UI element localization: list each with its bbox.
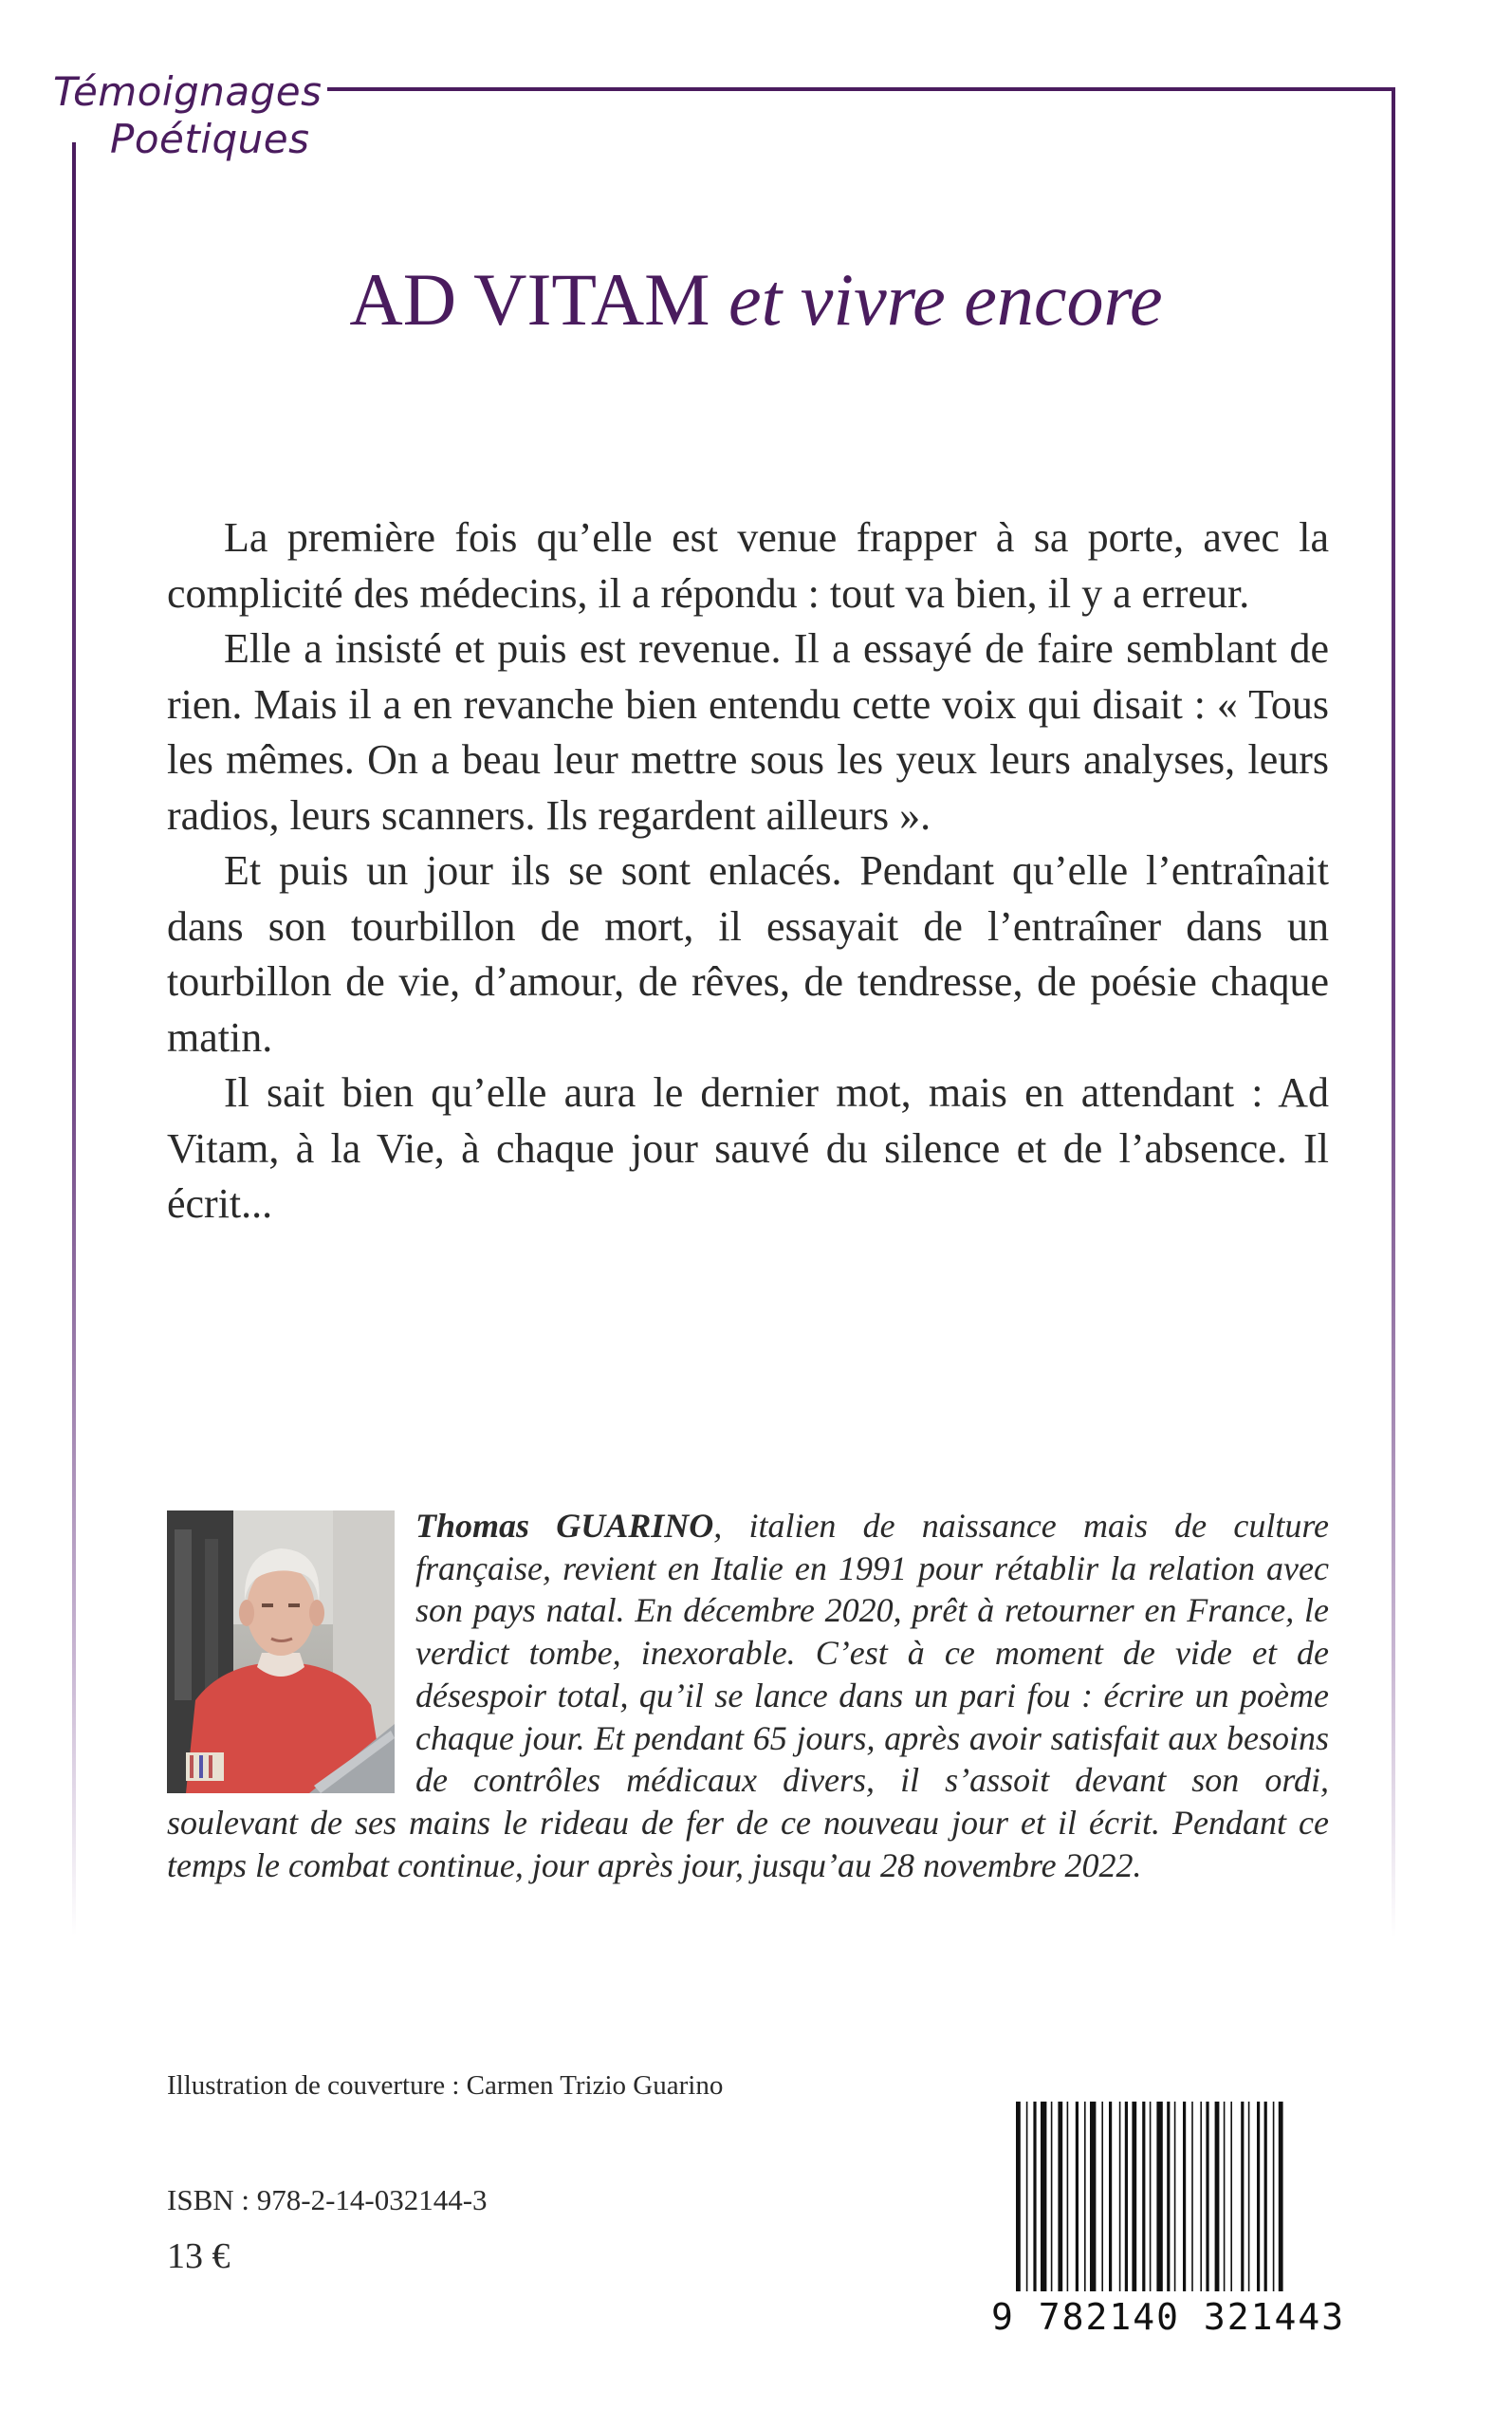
barcode-bar (1224, 2102, 1226, 2291)
barcode-bars (1010, 2102, 1342, 2291)
barcode-bar (1101, 2102, 1103, 2291)
barcode-bar (1230, 2102, 1232, 2291)
barcode-bar (1279, 2102, 1283, 2291)
barcode-bar (1206, 2102, 1208, 2291)
barcode-bar (1183, 2102, 1186, 2291)
barcode-bar (1125, 2102, 1128, 2291)
series-name (47, 68, 323, 163)
blurb-paragraph: Et puis un jour ils se sont enlacés. Pendant qu’elle l’entraînait dans son tourbillon de mort, il essayait de l’entraîner dans un tourbillon de vie, d’amour, de rêves, de tendresse, de poésie chaque matin. (167, 847, 1329, 1061)
barcode-bar (1109, 2102, 1112, 2291)
book-title (0, 254, 1512, 345)
author-name: Thomas GUARINO (415, 1507, 714, 1545)
barcode-bar (1257, 2102, 1260, 2291)
barcode-bar (1150, 2102, 1152, 2291)
barcode-bar (1051, 2102, 1053, 2291)
frame-right-rule (1392, 87, 1395, 1937)
barcode-bar (1084, 2102, 1086, 2291)
author-bio (167, 1505, 1329, 1886)
barcode-bar (1167, 2102, 1170, 2291)
barcode-bar (1041, 2102, 1046, 2291)
blurb-paragraph: Elle a insisté et puis est revenue. Il a essayé de faire semblant de rien. Mais il a en revanche bien entendu cette voix qui disait : « Tous les mêmes. On a beau leur mettre sous les yeux leurs analyses, leurs radios, leurs scanners. Ils regardent ailleurs ». (167, 625, 1329, 839)
barcode-bar (1215, 2102, 1220, 2291)
barcode-bar (1119, 2102, 1121, 2291)
barcode-digits: 9 782140 321443 (991, 2296, 1346, 2338)
isbn: ISBN : 978-2-14-032144-3 (167, 2183, 488, 2216)
barcode-bar (1026, 2102, 1028, 2291)
author-bio-text: , italien de naissance mais de culture française, revient en Italie en 1991 pour rétablir la relation avec son pays natal. En décembre 2020, prêt à retourner en France, le verdict tombe, inexorable. C’est à ce moment de vide et de désespoir total, qu’il se lance dans un pari fou : écrire un poème chaque jour. Et pendant 65 jours, après avoir satisfait aux besoins de contrôles médicaux divers, il s’assoit devant son ordi, soulevant de ses mains le rideau de fer de ce nouveau jour et il écrit. Pendant ce temps le combat continue, jour après jour, jusqu’au 28 novembre 2022. (167, 1507, 1329, 1884)
barcode-bar (1248, 2102, 1250, 2291)
barcode-bar (1174, 2102, 1176, 2291)
barcode-bar (1058, 2102, 1062, 2291)
frame-top-rule (327, 87, 1395, 91)
blurb-paragraph: La première fois qu’elle est venue frapper à sa porte, avec la complicité des médecins, il a répondu : tout va bien, il y a erreur. (167, 514, 1329, 617)
photo-spacer (167, 1505, 395, 1788)
barcode-bar (1241, 2102, 1244, 2291)
price: 13 € (167, 2236, 230, 2276)
barcode-bar (1132, 2102, 1136, 2291)
blurb-paragraph: Il sait bien qu’elle aura le dernier mot, mais en attendant : Ad Vitam, à la Vie, à chaque jour sauvé du silence et de l’absence. Il écrit... (167, 1069, 1329, 1227)
book-title-sub: et vivre encore (728, 258, 1163, 341)
barcode-bar (1264, 2102, 1267, 2291)
barcode-bar (1142, 2102, 1145, 2291)
barcode-bar (1191, 2102, 1193, 2291)
book-title-main: AD VITAM (349, 258, 710, 341)
barcode-bar (1090, 2102, 1096, 2291)
barcode-bar (1076, 2102, 1079, 2291)
barcode-bar (1067, 2102, 1069, 2291)
barcode-bar (1200, 2102, 1202, 2291)
barcode-bar (1156, 2102, 1162, 2291)
frame-left-rule (72, 142, 76, 1936)
blurb (167, 510, 1329, 1232)
barcode-bar (1016, 2102, 1021, 2291)
cover-illustration-credit: Illustration de couverture : Carmen Trizio Guarino (167, 2070, 724, 2101)
barcode-bar (1273, 2102, 1275, 2291)
series-line-1: Témoignages (53, 68, 323, 115)
barcode (1010, 2102, 1342, 2291)
barcode-bar (1033, 2102, 1036, 2291)
series-line-2: Poétiques (110, 116, 310, 162)
